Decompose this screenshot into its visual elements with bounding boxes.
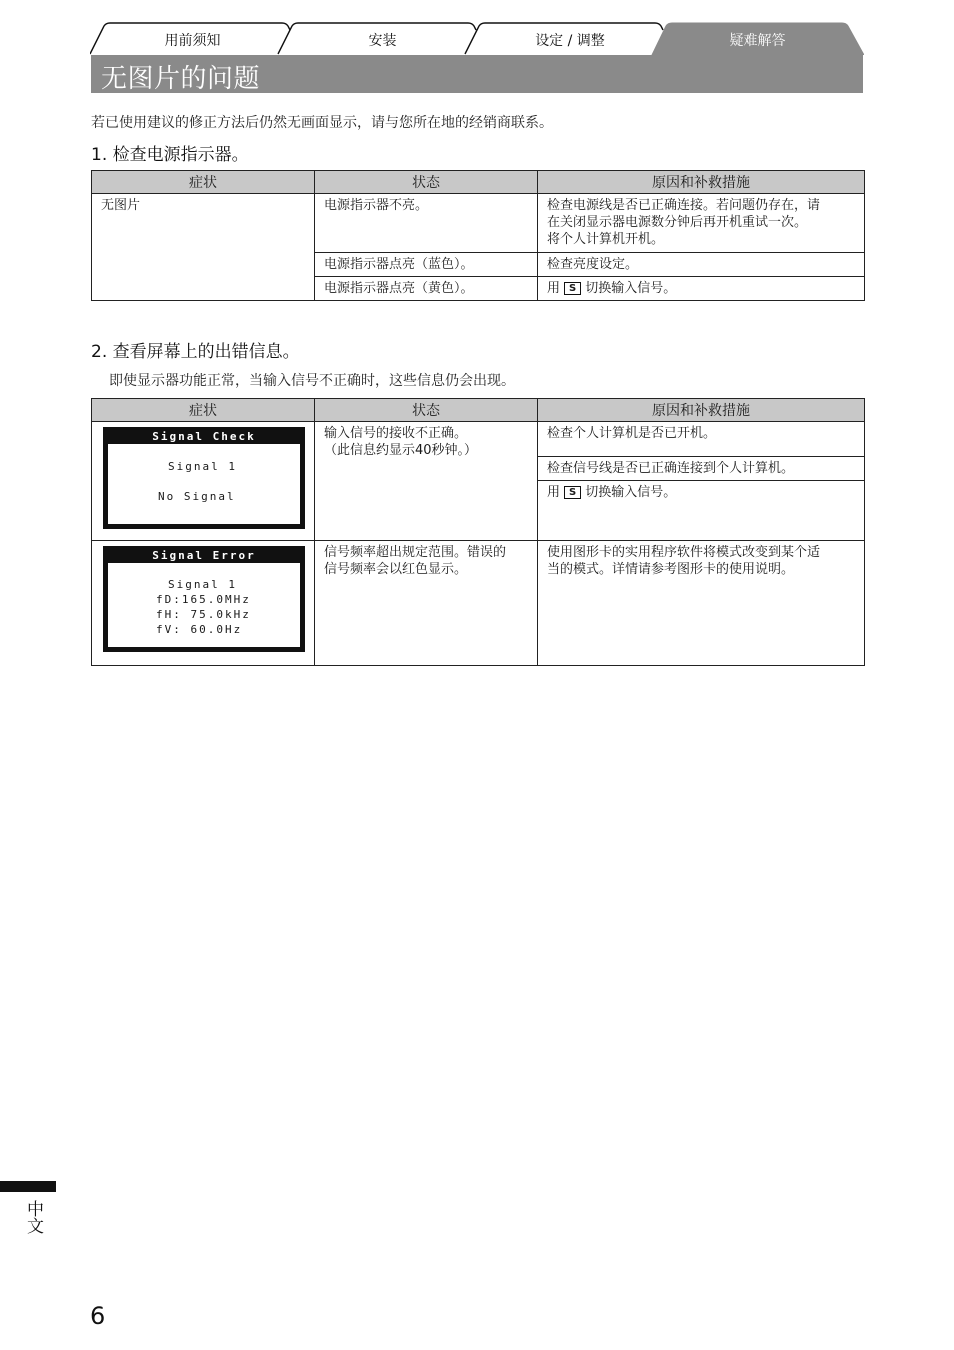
osd-title: Signal Check xyxy=(106,430,302,444)
header-status: 状态 xyxy=(315,171,538,194)
remedy-text: 切换输入信号。 xyxy=(585,485,677,500)
osd-line: No Signal xyxy=(158,490,236,503)
osd-line: fD:165.0MHz xyxy=(156,593,251,606)
section2-heading: 2. 查看屏幕上的出错信息。 xyxy=(91,342,300,362)
header-symptom: 症状 xyxy=(92,171,315,194)
s-button-icon: S xyxy=(564,282,581,295)
remedy-line: 检查电源线是否已正确连接。若问题仍存在，请 xyxy=(547,198,821,213)
intro-text: 若已使用建议的修正方法后仍然无画面显示，请与您所在地的经销商联系。 xyxy=(91,115,553,131)
page-title: 无图片的问题 xyxy=(101,64,261,94)
tab-installation[interactable]: 安装 xyxy=(368,33,397,49)
table-header-row xyxy=(92,171,865,194)
remedy-cell xyxy=(538,277,865,301)
osd-body xyxy=(106,444,302,526)
osd-line: Signal 1 xyxy=(168,578,237,591)
section2-subtext: 即使显示器功能正常，当输入信号不正确时，这些信息仍会出现。 xyxy=(109,373,515,389)
signal-error-screen xyxy=(103,546,305,652)
remedy-cell xyxy=(538,194,865,253)
remedy-line: 将个人计算机开机。 xyxy=(547,232,665,247)
remedy-line: 当的模式。详情请参考图形卡的使用说明。 xyxy=(547,562,795,577)
tab-setup-adjust[interactable]: 设定 / 调整 xyxy=(535,33,605,49)
table-row xyxy=(92,194,865,253)
error-message-table xyxy=(91,398,865,666)
status-cell: 电源指示器点亮（蓝色）。 xyxy=(315,253,538,277)
status-cell: 电源指示器点亮（黄色）。 xyxy=(315,277,538,301)
remedy-text: 切换输入信号。 xyxy=(585,281,677,296)
table-header-row xyxy=(92,399,865,422)
s-button-icon: S xyxy=(564,486,581,499)
osd-line xyxy=(158,474,300,489)
table-row xyxy=(92,422,865,457)
symptom-cell: 无图片 xyxy=(92,194,315,301)
header-remedy: 原因和补救措施 xyxy=(538,171,865,194)
language-label: 中文 xyxy=(23,1200,43,1234)
nav-tabs xyxy=(90,22,864,55)
remedy-text: 用 xyxy=(547,281,561,296)
osd-line: fV: 60.0Hz xyxy=(156,623,243,636)
power-indicator-table xyxy=(91,170,865,301)
osd-title: Signal Error xyxy=(106,549,302,563)
page-number: 6 xyxy=(90,1302,106,1330)
symptom-cell xyxy=(92,541,315,666)
section1-heading: 1. 检查电源指示器。 xyxy=(91,145,249,165)
header-remedy: 原因和补救措施 xyxy=(538,399,865,422)
header-symptom: 症状 xyxy=(92,399,315,422)
remedy-text: 用 xyxy=(547,485,561,500)
header-status: 状态 xyxy=(315,399,538,422)
status-line: （此信息约显示40秒钟。） xyxy=(324,443,478,458)
remedy-line: 使用图形卡的实用程序软件将模式改变到某个适 xyxy=(547,545,821,560)
osd-body xyxy=(106,563,302,649)
status-cell xyxy=(315,541,538,666)
status-line: 输入信号的接收不正确。 xyxy=(324,426,468,441)
title-bar xyxy=(91,55,863,93)
remedy-line: 在关闭显示器电源数分钟后再开机重试一次。 xyxy=(547,215,808,230)
status-cell: 电源指示器不亮。 xyxy=(315,194,538,253)
status-cell xyxy=(315,422,538,541)
remedy-cell: 检查个人计算机是否已开机。 xyxy=(538,422,865,457)
status-line: 信号频率会以红色显示。 xyxy=(324,562,468,577)
tab-before-use[interactable]: 用前须知 xyxy=(164,33,221,49)
remedy-cell: 检查亮度设定。 xyxy=(538,253,865,277)
language-marker-bar xyxy=(0,1181,56,1192)
osd-line: Signal 1 xyxy=(168,460,237,473)
signal-check-screen xyxy=(103,427,305,529)
table-row xyxy=(92,541,865,666)
tab-troubleshooting[interactable]: 疑难解答 xyxy=(729,33,786,49)
osd-line: fH: 75.0kHz xyxy=(156,608,251,621)
symptom-cell xyxy=(92,422,315,541)
remedy-cell: 检查信号线是否已正确连接到个人计算机。 xyxy=(538,457,865,481)
remedy-cell xyxy=(538,481,865,541)
status-line: 信号频率超出规定范围。错误的 xyxy=(324,545,507,560)
remedy-cell xyxy=(538,541,865,666)
